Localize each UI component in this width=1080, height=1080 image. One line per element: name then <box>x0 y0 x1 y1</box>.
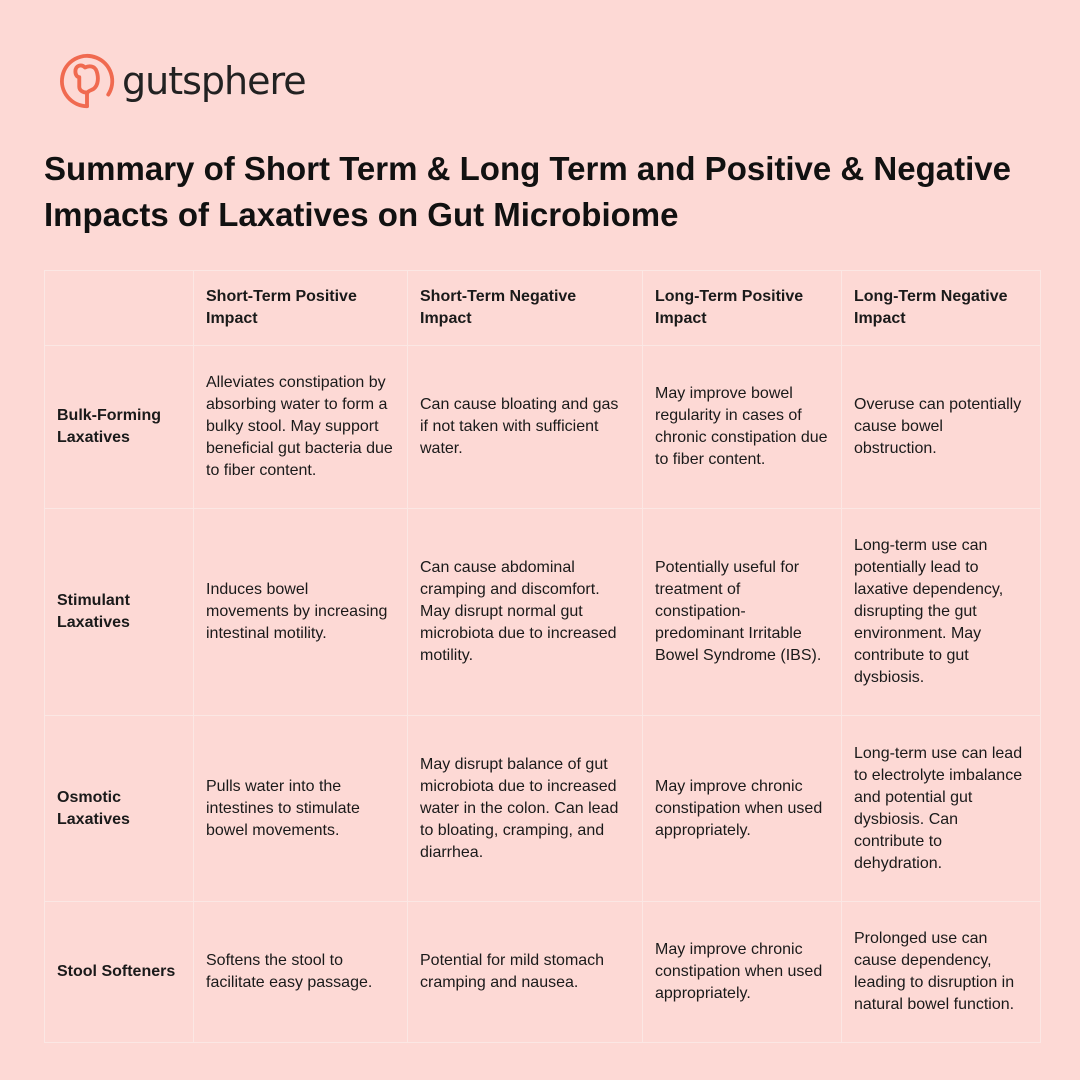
column-header: Short-Term Positive Impact <box>194 271 408 346</box>
table-cell: Long-term use can potentially lead to laxative dependency, disrupting the gut environment. May contribute to gut dysbiosis. <box>842 509 1041 716</box>
table-cell: May improve chronic constipation when used appropriately. <box>643 902 842 1043</box>
column-header: Long-Term Negative Impact <box>842 271 1041 346</box>
brand-name: gutsphere <box>122 59 306 103</box>
table-cell: Induces bowel movements by increasing intestinal motility. <box>194 509 408 716</box>
table-cell: Softens the stool to facilitate easy passage. <box>194 902 408 1043</box>
table-cell: Can cause bloating and gas if not taken with sufficient water. <box>408 346 643 509</box>
row-header: Stool Softeners <box>45 902 194 1043</box>
column-header: Short-Term Negative Impact <box>408 271 643 346</box>
table-header-row <box>45 271 1041 346</box>
impact-table <box>44 270 1041 1043</box>
row-header: Bulk-Forming Laxatives <box>45 346 194 509</box>
page-title: Summary of Short Term & Long Term and Positive & Negative Impacts of Laxatives on Gut Microbiome <box>44 150 1011 233</box>
table-cell: Overuse can potentially cause bowel obstruction. <box>842 346 1041 509</box>
table-cell: Can cause abdominal cramping and discomfort. May disrupt normal gut microbiota due to increased motility. <box>408 509 643 716</box>
table-row <box>45 716 1041 902</box>
table-row <box>45 902 1041 1043</box>
column-header <box>45 271 194 346</box>
row-header: Stimulant Laxatives <box>45 509 194 716</box>
table-row <box>45 509 1041 716</box>
row-header: Osmotic Laxatives <box>45 716 194 902</box>
table-cell: Pulls water into the intestines to stimulate bowel movements. <box>194 716 408 902</box>
table-cell: May improve chronic constipation when used appropriately. <box>643 716 842 902</box>
table-cell: Potentially useful for treatment of constipation-predominant Irritable Bowel Syndrome (IBS). <box>643 509 842 716</box>
table-cell: Alleviates constipation by absorbing water to form a bulky stool. May support beneficial gut bacteria due to fiber content. <box>194 346 408 509</box>
brand-logo <box>58 52 306 110</box>
table-cell: Prolonged use can cause dependency, leading to disruption in natural bowel function. <box>842 902 1041 1043</box>
table-cell: May improve bowel regularity in cases of chronic constipation due to fiber content. <box>643 346 842 509</box>
table-cell: Long-term use can lead to electrolyte imbalance and potential gut dysbiosis. Can contribute to dehydration. <box>842 716 1041 902</box>
table-cell: Potential for mild stomach cramping and nausea. <box>408 902 643 1043</box>
column-header: Long-Term Positive Impact <box>643 271 842 346</box>
table-row <box>45 346 1041 509</box>
table-cell: May disrupt balance of gut microbiota due to increased water in the colon. Can lead to bloating, cramping, and diarrhea. <box>408 716 643 902</box>
gut-logo-icon <box>58 52 116 110</box>
